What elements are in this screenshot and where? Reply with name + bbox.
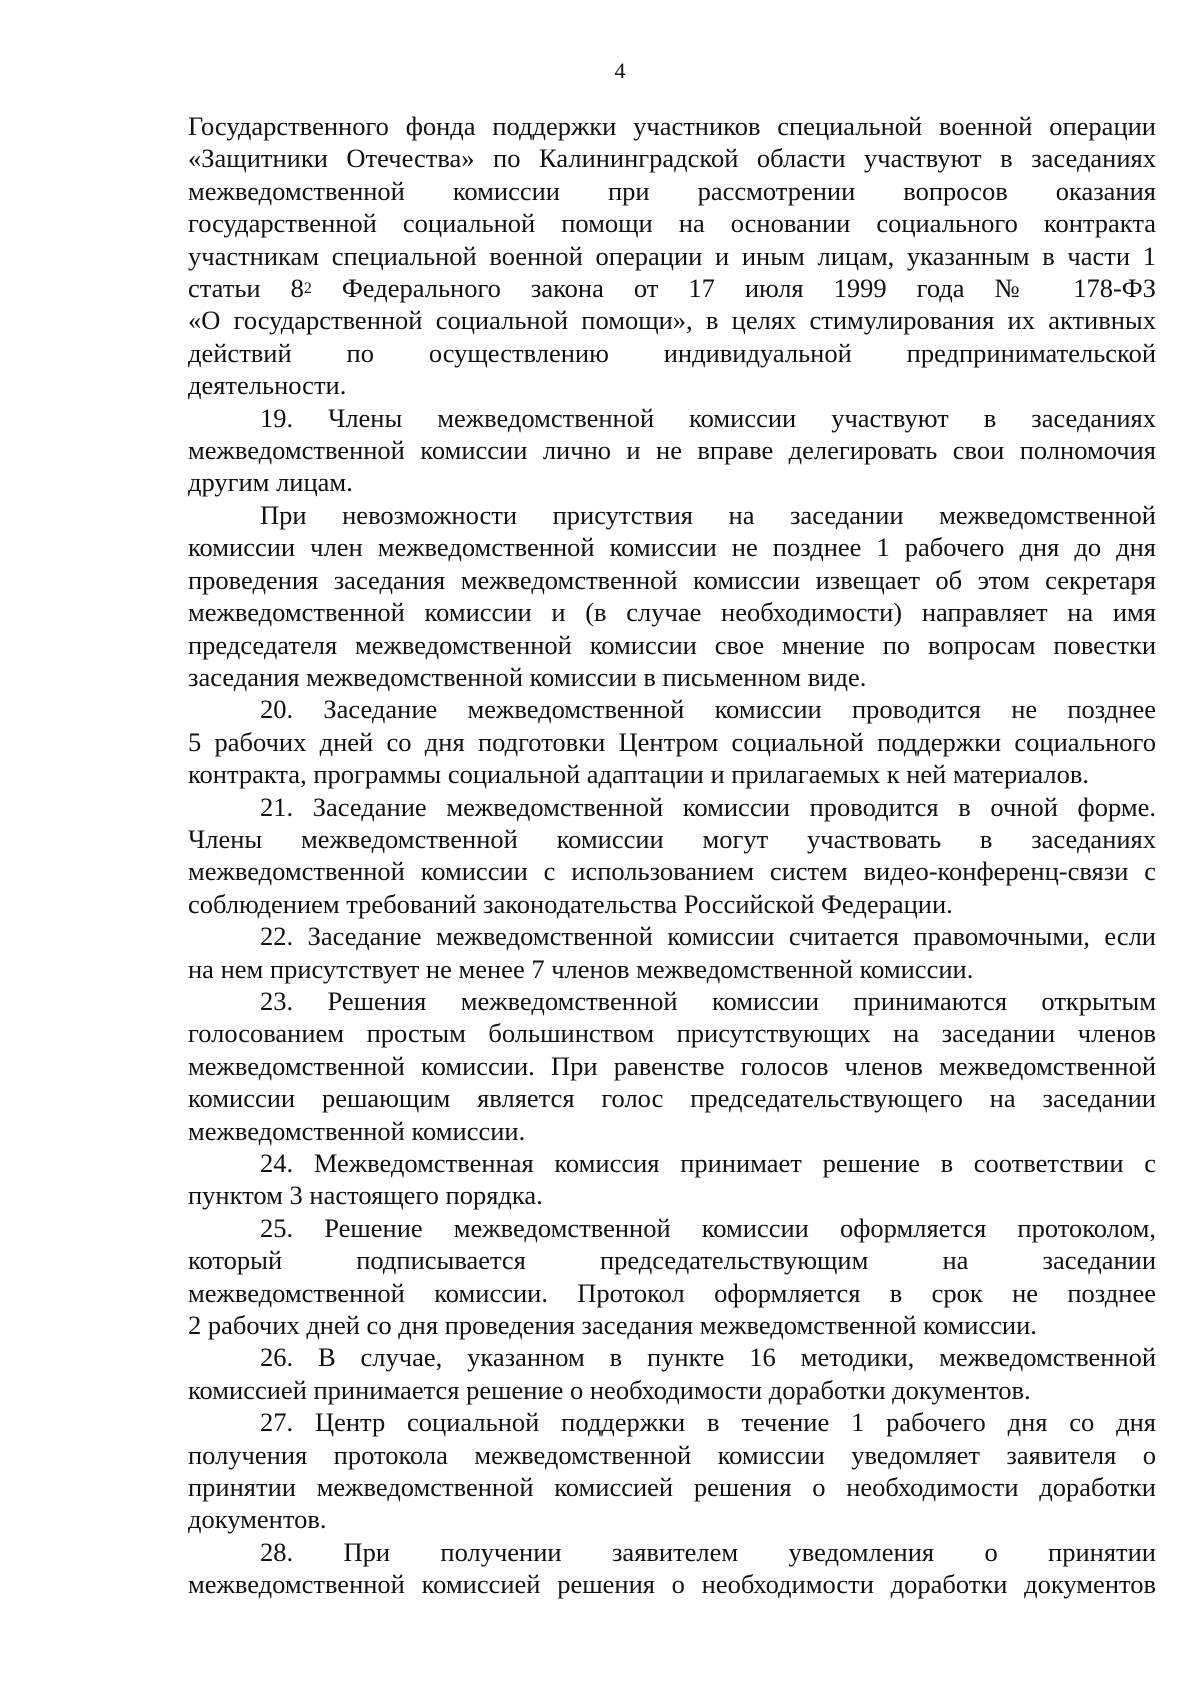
text-line: «О государственной социальной помощи», в целях стимулирования их активных <box>188 305 1156 336</box>
text-line: комиссии член межведомственной комиссии не позднее 1 рабочего дня до дня <box>188 532 1156 563</box>
text-line: действий по осуществлению индивидуальной предпринимательской <box>188 337 1156 368</box>
text-line: 25. Решение межведомственной комиссии оформляется протоколом, <box>260 1212 1156 1243</box>
text-line: 26. В случае, указанном в пункте 16 методики, межведомственной <box>260 1342 1156 1373</box>
document-body <box>188 110 1156 1601</box>
text-line: 20. Заседание межведомственной комиссии проводится не позднее <box>260 694 1156 725</box>
text-line: на нем присутствует не менее 7 членов межведомственной комиссии. <box>188 953 974 984</box>
paragraph-19 <box>188 402 1156 499</box>
text-line: межведомственной комиссии с использованием систем видео-конференц-связи с <box>188 856 1156 887</box>
text-line: межведомственной комиссии лично и не вправе делегировать свои полномочия <box>188 435 1156 466</box>
text-line: заседания межведомственной комиссии в письменном виде. <box>188 661 867 692</box>
text-line: 5 рабочих дней со дня подготовки Центром социальной поддержки социального <box>188 726 1156 757</box>
text-line: пунктом 3 настоящего порядка. <box>188 1180 543 1211</box>
text-line: голосованием простым большинством присутствующих на заседании членов <box>188 1018 1156 1049</box>
text-line: проведения заседания межведомственной комиссии извещает об этом секретаря <box>188 564 1156 595</box>
text-line: Государственного фонда поддержки участников специальной военной операции <box>188 111 1156 141</box>
text-line: соблюдением требований законодательства Российской Федерации. <box>188 888 953 919</box>
paragraph-continuation <box>188 110 1156 402</box>
text-line: 2 рабочих дней со дня проведения заседания межведомственной комиссии. <box>188 1310 1037 1341</box>
text-line: Члены межведомственной комиссии могут участвовать в заседаниях <box>188 823 1156 854</box>
text-line: контракта, программы социальной адаптации и прилагаемых к ней материалов. <box>188 759 1089 790</box>
text-fragment: Федерального закона от 17 июля 1999 года № 178-ФЗ <box>341 273 1157 304</box>
superscript: 2 <box>303 280 312 298</box>
paragraph-25 <box>188 1212 1156 1342</box>
text-line: «Защитники Отечества» по Калининградской области участвуют в заседаниях <box>188 143 1156 174</box>
paragraph-20 <box>188 693 1156 790</box>
text-line: 23. Решения межведомственной комиссии принимаются открытым <box>260 985 1156 1016</box>
text-line: межведомственной комиссии при рассмотрении вопросов оказания <box>188 175 1156 206</box>
paragraph-28 <box>188 1536 1156 1601</box>
text-fragment: статьи 8 <box>188 273 304 304</box>
text-line: межведомственной комиссии. Протокол оформляется в срок не позднее <box>188 1277 1156 1308</box>
paragraph-23 <box>188 985 1156 1147</box>
text-line: межведомственной комиссией решения о необходимости доработки документов <box>188 1569 1156 1600</box>
text-line: При невозможности присутствия на заседании межведомственной <box>260 499 1156 530</box>
text-line: 24. Межведомственная комиссия принимает решение в соответствии с <box>260 1148 1156 1178</box>
text-line: 19. Члены межведомственной комиссии участвуют в заседаниях <box>260 402 1156 433</box>
paragraph-24 <box>188 1147 1156 1212</box>
text-line: участникам специальной военной операции и иным лицам, указанным в части 1 <box>188 240 1156 271</box>
paragraph-27 <box>188 1406 1156 1536</box>
text-line: получения протокола межведомственной комиссии уведомляет заявителя о <box>188 1439 1156 1470</box>
text-line: 22. Заседание межведомственной комиссии считается правомочными, если <box>260 921 1156 952</box>
text-line: межведомственной комиссии. При равенстве голосов членов межведомственной <box>188 1050 1156 1081</box>
paragraph-22 <box>188 920 1156 985</box>
text-line: другим лицам. <box>188 467 353 498</box>
text-line: межведомственной комиссии и (в случае необходимости) направляет на имя <box>188 597 1156 628</box>
text-line: межведомственной комиссии. <box>188 1115 526 1146</box>
paragraph-21 <box>188 791 1156 921</box>
paragraph-26 <box>188 1341 1156 1406</box>
page-number: 4 <box>614 58 626 83</box>
text-line: который подписывается председательствующим на заседании <box>188 1245 1156 1276</box>
text-line: 21. Заседание межведомственной комиссии проводится в очной форме. <box>260 791 1156 822</box>
text-line: 28. При получении заявителем уведомления о принятии <box>260 1536 1156 1567</box>
text-line: государственной социальной помощи на основании социального контракта <box>188 208 1156 239</box>
text-line-with-superscript <box>188 272 1156 304</box>
text-line: комиссии решающим является голос председательствующего на заседании <box>188 1083 1156 1114</box>
text-line: комиссией принимается решение о необходимости доработки документов. <box>188 1374 1031 1405</box>
text-line: 27. Центр социальной поддержки в течение 1 рабочего дня со дня <box>260 1407 1156 1438</box>
paragraph-19-absence <box>188 499 1156 693</box>
text-line: документов. <box>188 1504 327 1535</box>
text-line: председателя межведомственной комиссии свое мнение по вопросам повестки <box>188 629 1156 660</box>
text-line: деятельности. <box>188 370 347 401</box>
text-line: принятии межведомственной комиссией решения о необходимости доработки <box>188 1472 1156 1503</box>
